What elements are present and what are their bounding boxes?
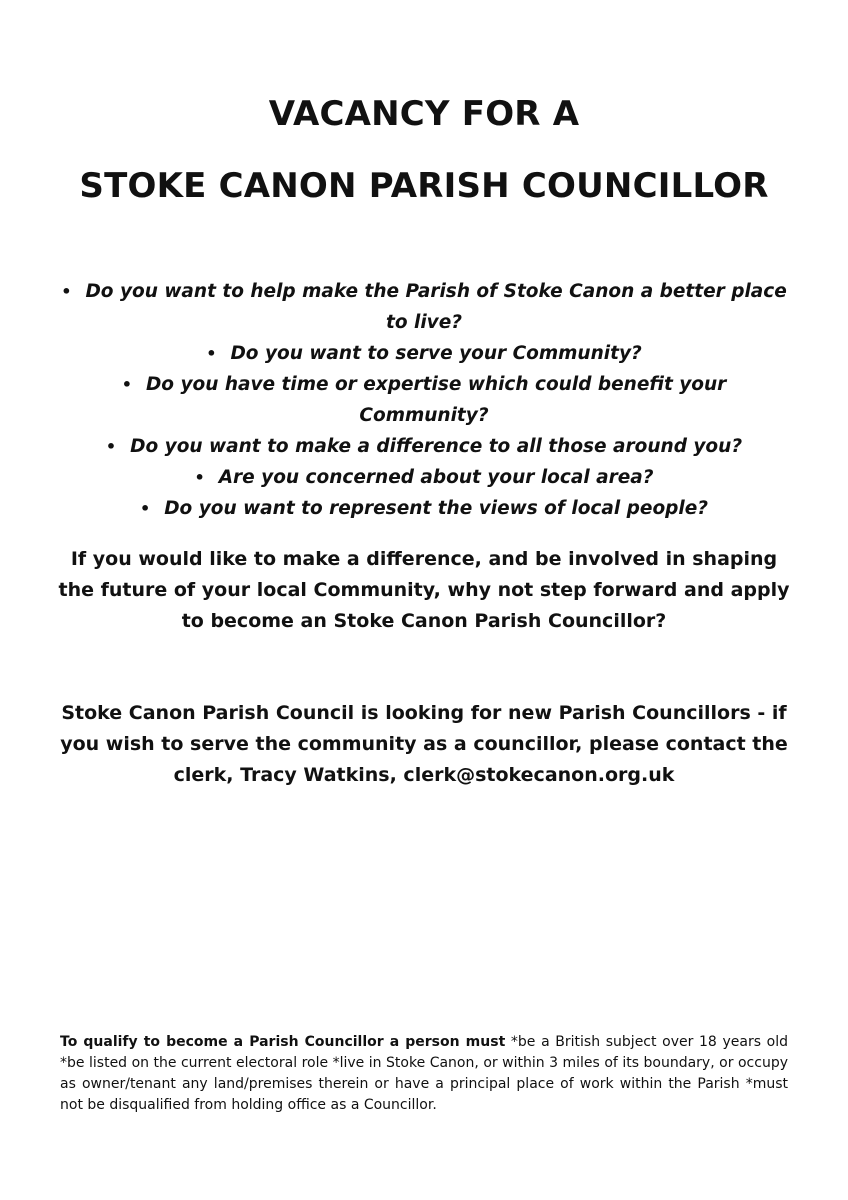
title-line-1: VACANCY FOR A (268, 94, 580, 134)
call-to-action-paragraph: If you would like to make a difference, and be involved in shaping the future of your local Community, why not step forward and apply to become an Stoke Canon Parish Councillor? (58, 548, 790, 632)
bullet-text: Do you want to make a difference to all those around you? (130, 436, 743, 457)
list-item (60, 431, 788, 462)
eligibility-text: *be a British subject over 18 years old *be listed on the current electoral role *live in Stoke Canon, or within 3 miles of its boundary, or occupy as owner/tenant any land/premises therein or have a principal place of work within the Parish *must not be disqualified from holding office as a Councillor. (60, 1034, 788, 1113)
list-item (60, 276, 788, 338)
list-item (60, 462, 788, 493)
bullet-icon: • (194, 468, 205, 487)
bullet-text: Do you want to serve your Community? (230, 343, 642, 364)
eligibility-lead: To qualify to become a Parish Councillor a person must (60, 1034, 506, 1050)
bullet-text: Do you have time or expertise which could benefit your Community? (145, 374, 727, 426)
list-item (60, 369, 788, 431)
bullet-text: Do you want to represent the views of local people? (164, 498, 709, 519)
bullet-text: Are you concerned about your local area? (218, 467, 654, 488)
contact-paragraph: Stoke Canon Parish Council is looking for new Parish Councillors - if you wish to serve the community as a councillor, please contact the clerk, Tracy Watkins, clerk@stokecanon.org.uk (60, 702, 788, 786)
bullet-icon: • (61, 282, 72, 301)
bullet-icon: • (206, 344, 217, 363)
question-list (60, 276, 788, 524)
eligibility-footnote (60, 1032, 788, 1116)
bullet-text: Do you want to help make the Parish of Stoke Canon a better place to live? (85, 281, 787, 333)
bullet-icon: • (139, 499, 151, 518)
list-item (60, 493, 788, 524)
bullet-icon: • (105, 437, 117, 456)
bullet-icon: • (121, 375, 132, 394)
title-line-2: STOKE CANON PARISH COUNCILLOR (79, 166, 769, 206)
list-item (60, 338, 788, 369)
